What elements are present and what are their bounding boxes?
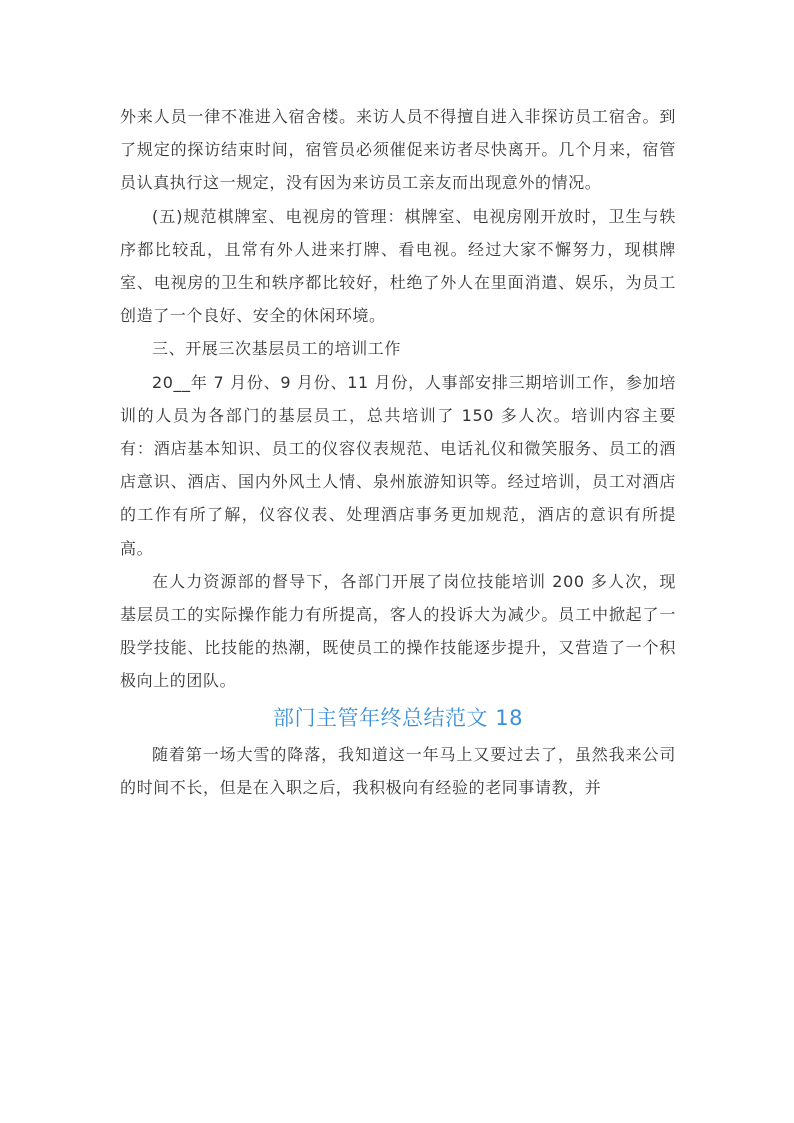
paragraph-chess-tv-room: (五)规范棋牌室、电视房的管理：棋牌室、电视房刚开放时，卫生与轶序都比较乱，且常有外人进来打牌、看电视。经过大家不懈努力，现棋牌室、电视房的卫生和轶序都比较好，杜绝了外人在里面消遣、娱乐，为员工创造了一个良好、安全的休闲环境。 — [120, 206, 676, 326]
document-page — [120, 100, 676, 804]
article-title: 部门主管年终总结范文 18 — [273, 705, 523, 730]
paragraph-visitor-rules: 外来人员一律不准进入宿舍楼。来访人员不得擅自进入非探访员工宿舍。到了规定的探访结束时间，宿管员必须催促来访者尽快离开。几个月来，宿管员认真执行这一规定，没有因为来访员工亲友而出现意外的情况。 — [120, 107, 676, 193]
paragraph-skill-training: 在人力资源部的督导下，各部门开展了岗位技能培训 200 多人次，现基层员工的实际操作能力有所提高，客人的投诉大为减少。员工中掀起了一股学技能、比技能的热潮，既使员工的操作技能逐步提升，又营造了一个积极向上的团队。 — [120, 571, 676, 691]
section-heading-training: 三、开展三次基层员工的培训工作 — [152, 339, 402, 359]
paragraph-opening: 随着第一场大雪的降落，我知道这一年马上又要过去了，虽然我来公司的时间不长，但是在入职之后，我积极向有经验的老同事请教，并 — [120, 744, 676, 797]
paragraph-training-schedule: 20__年 7 月份、9 月份、11 月份，人事部安排三期培训工作，参加培训的人员为各部门的基层员工，总共培训了 150 多人次。培训内容主要有：酒店基本知识、员工的仪容仪表规范、电话礼仪和微笑服务、员工的酒店意识、酒店、国内外风土人情、泉州旅游知识等。经过培训，员工对酒店的工作有所了解，仪容仪表、处理酒店事务更加规范，酒店的意识有所提高。 — [120, 372, 676, 558]
